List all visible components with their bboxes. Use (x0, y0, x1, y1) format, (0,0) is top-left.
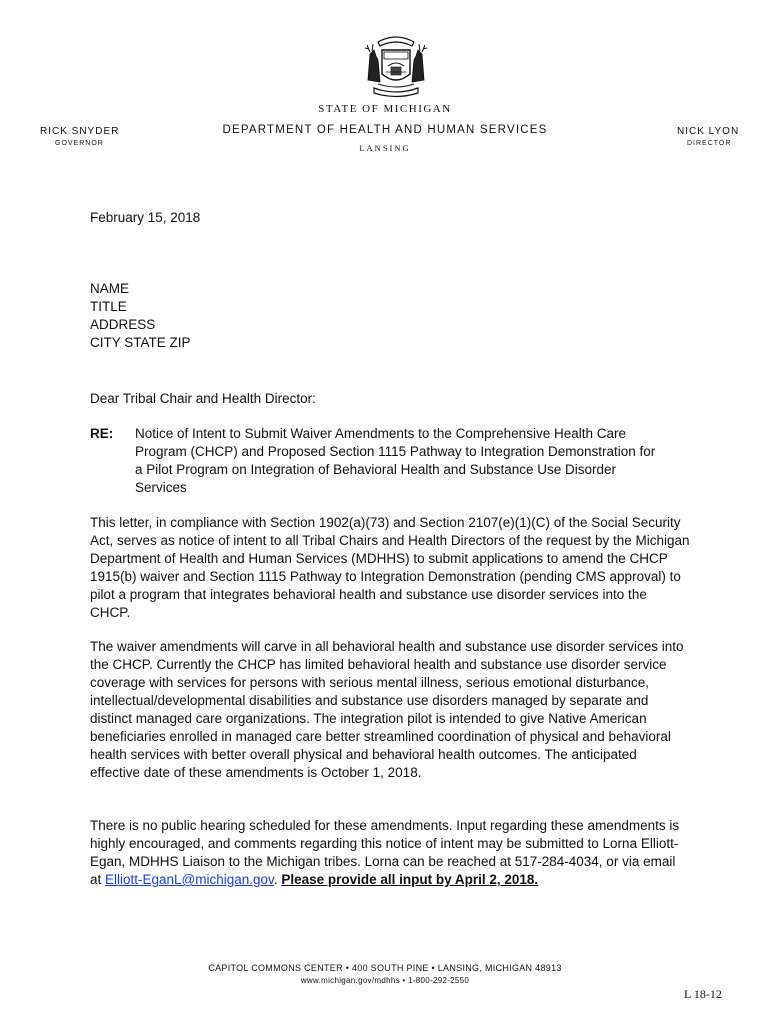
director-title: DIRECTOR (687, 140, 732, 147)
letterhead-state: STATE OF MICHIGAN (318, 103, 452, 115)
footer-contact: www.michigan.gov/mdhhs • 1-800-292-2550 (300, 976, 470, 985)
director-name: NICK LYON (677, 126, 740, 137)
letterhead-department: DEPARTMENT OF HEALTH AND HUMAN SERVICES (222, 124, 548, 136)
address-line-city-state-zip: CITY STATE ZIP (90, 335, 191, 350)
letterhead-city: LANSING (359, 143, 411, 153)
address-line-name: NAME (90, 281, 130, 296)
paragraph-input-separator: . (273, 872, 282, 887)
address-line-title: TITLE (90, 299, 127, 314)
paragraph-amendments: The waiver amendments will carve in all behavioral health and substance use disorder services into the CHCP. Currently the CHCP has limited behavioral health and substance use disorder service coverage with services for persons with serious mental illness, serious emotional disturbance, intellectual/developmental disabilities and substance use disorders managed by separate and distinct managed care organizations. The integration pilot is intended to give Native American beneficiaries enrolled in managed care better streamlined coordination of physical and behavioral health services with better overall physical and behavioral health outcomes. The anticipated effective date of these amendments is October 1, 2018. (90, 639, 684, 780)
paragraph-compliance: This letter, in compliance with Section 1902(a)(73) and Section 2107(e)(1)(C) of the Social Security Act, serves as notice of intent to all Tribal Chairs and Health Directors of the request by the Michigan Department of Health and Human Services (MDHHS) to submit applications to amend the CHCP 1915(b) waiver and Section 1115 Pathway to Integration Demonstration (pending CMS approval) to pilot a program that integrates behavioral health and substance use disorder services into the CHCP. (90, 515, 690, 620)
governor-title: GOVERNOR (55, 140, 104, 147)
input-deadline: Please provide all input by April 2, 2018. (281, 872, 539, 887)
paragraph-input-text: There is no public hearing scheduled for these amendments. Input regarding these amendments is highly encouraged, and comments regarding this notice of intent may be submitted to Lorna Elliott-Egan, MDHHS Liaison to the Michigan tribes. Lorna can be reached at 517-284-4034, or via email at (90, 818, 680, 887)
michigan-state-seal-icon (364, 30, 428, 100)
form-number: L 18-12 (684, 987, 722, 1001)
recipient-address-block (90, 280, 690, 352)
email-link[interactable]: Elliott-EganL@michigan.gov (105, 872, 274, 887)
subject-label: RE: (90, 426, 114, 441)
address-line-address: ADDRESS (90, 317, 156, 332)
letter-date: February 15, 2018 (90, 210, 201, 225)
governor-name: RICK SNYDER (40, 126, 120, 137)
footer-address: CAPITOL COMMONS CENTER • 400 SOUTH PINE • LANSING, MICHIGAN 48913 (208, 963, 562, 973)
paragraph-input (90, 817, 690, 889)
salutation: Dear Tribal Chair and Health Director: (90, 391, 316, 406)
subject-text: Notice of Intent to Submit Waiver Amendments to the Comprehensive Health Care Program (CHCP) and Proposed Section 1115 Pathway to Integration Demonstration for a Pilot Program on Integration of Behavioral Health and Substance Use Disorder Services (135, 426, 656, 495)
